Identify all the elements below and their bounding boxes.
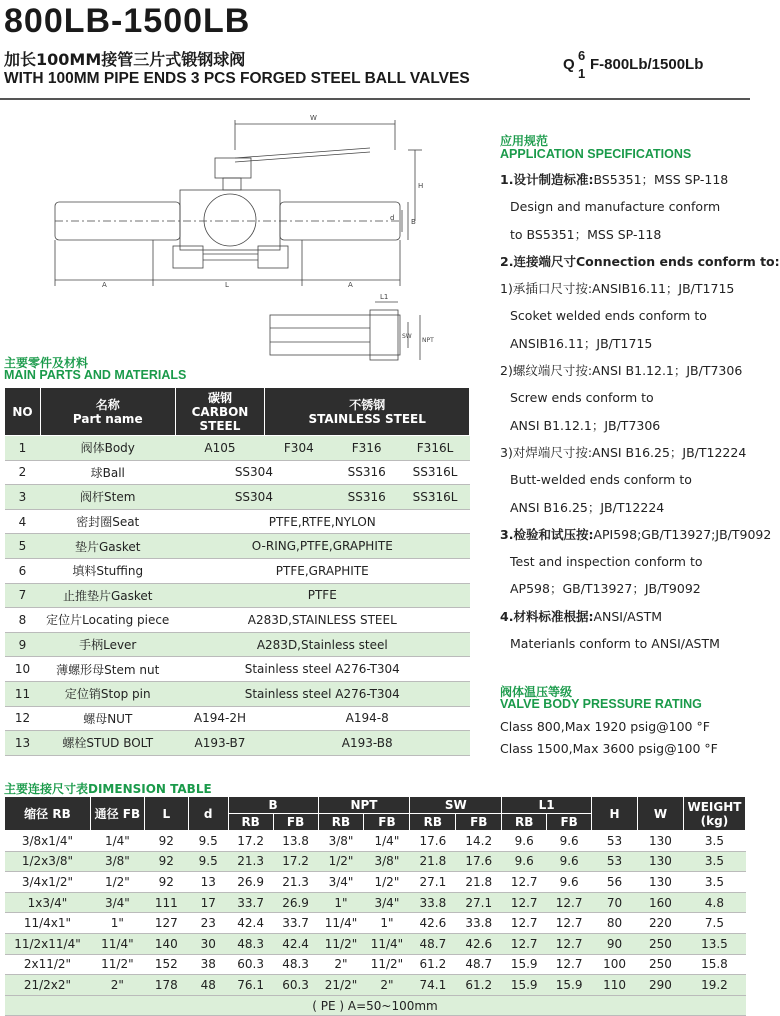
dim-h-label: H <box>418 182 424 190</box>
parts-col-name-cn: 名称 <box>95 397 120 412</box>
parts-material: SS316 <box>333 460 401 485</box>
parts-no: 11 <box>5 681 41 706</box>
dim-cell: 250 <box>637 933 683 954</box>
parts-material: SS316L <box>401 485 470 510</box>
dim-cell: 15.9 <box>502 954 547 975</box>
dim-cell: 21.8 <box>410 851 456 872</box>
parts-material: Stainless steel A276-T304 <box>175 657 469 682</box>
dim-cell: 33.8 <box>410 892 456 913</box>
dim-w-label: W <box>310 114 317 122</box>
parts-no: 10 <box>5 657 41 682</box>
dim-cell: 2" <box>90 975 144 996</box>
parts-col-stainless <box>265 388 470 436</box>
dim-cell: 2x11/2" <box>5 954 91 975</box>
pressure-heading-en: VALVE BODY PRESSURE RATING <box>500 697 702 711</box>
dim-cell: 13.5 <box>683 933 745 954</box>
dim-col-weight <box>683 797 745 831</box>
parts-table <box>4 387 470 756</box>
spec-2-2-en2: ANSI B1.12.1；JB/T7306 <box>510 417 661 433</box>
pressure-line-2: Class 1500,Max 3600 psig@100 °F <box>500 741 718 756</box>
parts-material: A193-B8 <box>265 731 470 756</box>
parts-name: 薄螺形母Stem nut <box>40 657 175 682</box>
dim-col-d: d <box>188 797 228 831</box>
dim-cell: 56 <box>592 872 638 893</box>
dim-l-label: L <box>225 281 229 289</box>
dim-cell: 1/2" <box>90 872 144 893</box>
parts-material: A283D,Stainless steel <box>175 632 469 657</box>
dim-cell: 130 <box>637 872 683 893</box>
dim-cell: 26.9 <box>228 872 273 893</box>
dim-col-fb: 通径 FB <box>90 797 144 831</box>
spec-2-label: 2.连接端尺寸Connection ends conform to: <box>500 253 780 269</box>
dim-cell: 33.8 <box>456 913 502 934</box>
dim-cell: 33.7 <box>273 913 318 934</box>
table-row <box>5 681 470 706</box>
parts-name: 垫片Gasket <box>40 534 175 559</box>
model-rest: F-800Lb/1500Lb <box>590 56 704 73</box>
dim-cell: 48 <box>188 975 228 996</box>
dim-cell: 290 <box>637 975 683 996</box>
parts-name: 定位片Locating piece <box>40 608 175 633</box>
dim-cell: 130 <box>637 851 683 872</box>
dim-cell: 21.8 <box>456 872 502 893</box>
dim-col-w: W <box>637 797 683 831</box>
spec-4-value: ANSI/ASTM <box>593 608 663 624</box>
dim-cell: 70 <box>592 892 638 913</box>
spec-2-3-en1: Butt-welded ends conform to <box>510 472 692 488</box>
dim-cell: 14.2 <box>456 831 502 852</box>
parts-no: 12 <box>5 706 41 731</box>
table-row <box>5 583 470 608</box>
dim-cell: 48.3 <box>228 933 273 954</box>
parts-no: 3 <box>5 485 41 510</box>
dim-cell: 9.5 <box>188 831 228 852</box>
dim-cell: 1/2" <box>364 872 410 893</box>
dim-cell: 48.7 <box>456 954 502 975</box>
dim-cell: 17.2 <box>228 831 273 852</box>
parts-name: 密封圈Seat <box>40 509 175 534</box>
parts-material: SS316 <box>333 485 401 510</box>
table-row <box>5 954 746 975</box>
dim-cell: 92 <box>144 872 188 893</box>
parts-name: 螺栓STUD BOLT <box>40 731 175 756</box>
table-row <box>5 933 746 954</box>
dim-cell: 21.3 <box>273 872 318 893</box>
dim-cell: 1/4" <box>90 831 144 852</box>
dim-cell: 1/2" <box>318 851 364 872</box>
dim-cell: 100 <box>592 954 638 975</box>
dim-cell: 1/4" <box>364 831 410 852</box>
parts-material: PTFE,RTFE,NYLON <box>175 509 469 534</box>
spec-3-en1: Test and inspection conform to <box>510 554 703 570</box>
table-row <box>5 509 470 534</box>
parts-heading-cn: 主要零件及材料 <box>4 356 89 370</box>
dim-cell: 15.8 <box>683 954 745 975</box>
dim-cell: 3/8" <box>364 851 410 872</box>
parts-material: F304 <box>265 436 333 461</box>
dim-cell: 17.6 <box>456 851 502 872</box>
dim-cell: 11/4" <box>364 933 410 954</box>
table-row <box>5 913 746 934</box>
dim-npt-label: NPT <box>422 337 434 344</box>
parts-col-name-en: Part name <box>72 411 143 426</box>
spec-2-1: 1)承插口尺寸按:ANSIB16.11；JB/T1715 <box>500 281 735 297</box>
dim-cell: 38 <box>188 954 228 975</box>
dim-cell: 12.7 <box>502 892 547 913</box>
dim-sub-fb: FB <box>456 814 502 831</box>
dim-cell: 76.1 <box>228 975 273 996</box>
dim-cell: 9.6 <box>502 831 547 852</box>
dim-cell: 12.7 <box>502 933 547 954</box>
dim-d-label: d <box>390 214 395 222</box>
dim-cell: 61.2 <box>456 975 502 996</box>
dimension-table <box>4 796 746 1016</box>
dim-cell: 15.9 <box>547 975 592 996</box>
table-row <box>5 436 470 461</box>
dim-cell: 19.2 <box>683 975 745 996</box>
dim-cell: 90 <box>592 933 638 954</box>
dim-cell: 13.8 <box>273 831 318 852</box>
dim-cell: 23 <box>188 913 228 934</box>
dim-cell: 42.6 <box>456 933 502 954</box>
model-q: Q <box>563 56 575 73</box>
dim-cell: 3/4" <box>90 892 144 913</box>
spec-1-en2: to BS5351；MSS SP-118 <box>510 226 662 242</box>
parts-name: 阀杆Stem <box>40 485 175 510</box>
dim-cell: 11/4" <box>318 913 364 934</box>
table-row <box>5 831 746 852</box>
dim-cell: 48.7 <box>410 933 456 954</box>
dim-col-sw: SW <box>410 797 502 814</box>
dim-cell: 53 <box>592 851 638 872</box>
table-row <box>5 534 470 559</box>
dim-cell: 127 <box>144 913 188 934</box>
model-sub: 1 <box>578 66 586 81</box>
table-row <box>5 975 746 996</box>
dim-cell: 12.7 <box>547 954 592 975</box>
dim-cell: 3.5 <box>683 851 745 872</box>
table-row <box>5 608 470 633</box>
parts-material: PTFE <box>175 583 469 608</box>
dim-cell: 3/8" <box>318 831 364 852</box>
dim-cell: 17 <box>188 892 228 913</box>
parts-name: 定位销Stop pin <box>40 681 175 706</box>
dim-cell: 1/2x3/8" <box>5 851 91 872</box>
dim-cell: 9.6 <box>547 851 592 872</box>
valve-drawing <box>30 110 470 380</box>
parts-name: 阀体Body <box>40 436 175 461</box>
dim-cell: 11/2" <box>318 933 364 954</box>
dim-cell: 53 <box>592 831 638 852</box>
dim-cell: 11/4x1" <box>5 913 91 934</box>
dim-cell: 4.8 <box>683 892 745 913</box>
dim-cell: 13 <box>188 872 228 893</box>
dim-col-l1: L1 <box>502 797 592 814</box>
dim-cell: 1" <box>318 892 364 913</box>
dim-a-right-label: A <box>348 281 353 289</box>
parts-no: 13 <box>5 731 41 756</box>
dim-cell: 3/4" <box>364 892 410 913</box>
table-row <box>5 731 470 756</box>
dim-cell: 9.6 <box>547 831 592 852</box>
table-row <box>5 706 470 731</box>
dim-cell: 60.3 <box>228 954 273 975</box>
dim-cell: 3/4x1/2" <box>5 872 91 893</box>
dim-cell: 17.6 <box>410 831 456 852</box>
table-row <box>5 851 746 872</box>
table-row <box>5 892 746 913</box>
dim-cell: 1x3/4" <box>5 892 91 913</box>
pressure-lines <box>500 716 718 760</box>
dim-sw-label: SW <box>402 333 412 340</box>
spec-1-en1: Design and manufacture conform <box>510 199 721 215</box>
dim-sub-rb: RB <box>502 814 547 831</box>
model-sup: 6 <box>578 48 586 63</box>
dim-cell: 42.4 <box>273 933 318 954</box>
dim-sub-rb: RB <box>228 814 273 831</box>
dim-cell: 21.3 <box>228 851 273 872</box>
spec-3-en2: AP598；GB/T13927；JB/T9092 <box>510 581 701 597</box>
dim-l1-label: L1 <box>380 293 389 301</box>
parts-col-carbon-cn: 碳钢 <box>207 390 232 405</box>
dim-cell: 27.1 <box>456 892 502 913</box>
dim-cell: 3/8x1/4" <box>5 831 91 852</box>
dim-cell: 3.5 <box>683 831 745 852</box>
dim-cell: 152 <box>144 954 188 975</box>
spec-2-3-en2: ANSI B16.25；JB/T12224 <box>510 499 665 515</box>
parts-material: A105 <box>175 436 265 461</box>
dim-cell: 30 <box>188 933 228 954</box>
dimension-heading: 主要连接尺寸表DIMENSION TABLE <box>4 782 212 796</box>
dim-cell: 80 <box>592 913 638 934</box>
dim-cell: 3.5 <box>683 872 745 893</box>
dim-cell: 21/2x2" <box>5 975 91 996</box>
parts-col-stainless-cn: 不锈钢 <box>349 397 386 412</box>
dim-sub-rb: RB <box>318 814 364 831</box>
dim-col-weight-unit: (kg) <box>700 813 729 828</box>
dim-cell: 74.1 <box>410 975 456 996</box>
spec-4-label: 4.材料标准根据: <box>500 608 594 624</box>
parts-no: 8 <box>5 608 41 633</box>
dim-cell: 220 <box>637 913 683 934</box>
parts-name: 手柄Lever <box>40 632 175 657</box>
dim-sub-rb: RB <box>410 814 456 831</box>
parts-no: 5 <box>5 534 41 559</box>
parts-material: Stainless steel A276-T304 <box>175 681 469 706</box>
dim-cell: 17.2 <box>273 851 318 872</box>
parts-material: SS304 <box>175 485 333 510</box>
parts-heading-en: MAIN PARTS AND MATERIALS <box>4 368 187 382</box>
dim-footer: ( PE ) A=50~100mm <box>5 995 746 1016</box>
dim-cell: 92 <box>144 831 188 852</box>
parts-no: 4 <box>5 509 41 534</box>
parts-col-carbon-en: CARBON STEEL <box>191 404 249 433</box>
table-row <box>5 657 470 682</box>
dim-cell: 130 <box>637 831 683 852</box>
dim-cell: 12.7 <box>547 892 592 913</box>
dim-cell: 12.7 <box>547 913 592 934</box>
dim-cell: 7.5 <box>683 913 745 934</box>
dim-cell: 11/2" <box>90 954 144 975</box>
dim-cell: 12.7 <box>547 933 592 954</box>
parts-col-no: NO <box>5 388 41 436</box>
parts-material: SS316L <box>401 460 470 485</box>
parts-material: A283D,STAINLESS STEEL <box>175 608 469 633</box>
dim-cell: 9.6 <box>547 872 592 893</box>
dim-cell: 3/4" <box>318 872 364 893</box>
subtitle-cn: 加长100MM接管三片式锻钢球阀 <box>4 50 246 69</box>
dim-cell: 1" <box>90 913 144 934</box>
table-row <box>5 558 470 583</box>
dim-sub-fb: FB <box>273 814 318 831</box>
spec-2-2: 2)螺纹端尺寸按:ANSI B1.12.1；JB/T7306 <box>500 363 743 379</box>
parts-material: O-RING,PTFE,GRAPHITE <box>175 534 469 559</box>
application-specs <box>500 166 780 657</box>
pressure-line-1: Class 800,Max 1920 psig@100 °F <box>500 719 710 734</box>
dim-cell: 160 <box>637 892 683 913</box>
parts-col-carbon <box>175 388 265 436</box>
dim-col-npt: NPT <box>318 797 410 814</box>
spec-3-value: API598;GB/T13927;JB/T9092 <box>593 526 772 542</box>
dim-cell: 92 <box>144 851 188 872</box>
spec-3-label: 3.检验和试压按: <box>500 526 594 542</box>
application-heading-en: APPLICATION SPECIFICATIONS <box>500 147 692 161</box>
dim-col-b: B <box>228 797 318 814</box>
dim-cell: 61.2 <box>410 954 456 975</box>
spec-4-en1: Materianls conform to ANSI/ASTM <box>510 636 720 652</box>
parts-material: F316L <box>401 436 470 461</box>
table-row <box>5 460 470 485</box>
dim-col-rb: 缩径 RB <box>5 797 91 831</box>
dim-cell: 26.9 <box>273 892 318 913</box>
parts-name: 填料Stuffing <box>40 558 175 583</box>
spec-1-label: 1.设计制造标准: <box>500 172 594 187</box>
parts-name: 止推垫片Gasket <box>40 583 175 608</box>
dim-cell: 110 <box>592 975 638 996</box>
dim-col-weight-label: WEIGHT <box>687 799 742 814</box>
parts-no: 6 <box>5 558 41 583</box>
dim-cell: 9.6 <box>502 851 547 872</box>
parts-name: 球Ball <box>40 460 175 485</box>
dim-cell: 9.5 <box>188 851 228 872</box>
dim-cell: 3/8" <box>90 851 144 872</box>
parts-no: 2 <box>5 460 41 485</box>
dim-cell: 33.7 <box>228 892 273 913</box>
parts-material: A194-2H <box>175 706 265 731</box>
parts-material: SS304 <box>175 460 333 485</box>
parts-material: PTFE,GRAPHITE <box>175 558 469 583</box>
spec-2-3: 3)对焊端尺寸按:ANSI B16.25；JB/T12224 <box>500 444 747 460</box>
spec-2-2-en1: Screw ends conform to <box>510 390 654 406</box>
dim-cell: 15.9 <box>502 975 547 996</box>
parts-no: 1 <box>5 436 41 461</box>
subtitle-en: WITH 100MM PIPE ENDS 3 PCS FORGED STEEL BALL VALVES <box>4 70 470 87</box>
dim-cell: 60.3 <box>273 975 318 996</box>
dim-cell: 21/2" <box>318 975 364 996</box>
dim-cell: 250 <box>637 954 683 975</box>
dim-sub-fb: FB <box>547 814 592 831</box>
dim-cell: 27.1 <box>410 872 456 893</box>
dim-cell: 1" <box>364 913 410 934</box>
dim-cell: 2" <box>364 975 410 996</box>
pressure-heading-cn: 阀体温压等级 <box>500 685 573 699</box>
dim-cell: 42.6 <box>410 913 456 934</box>
dim-cell: 11/2" <box>364 954 410 975</box>
dim-cell: 12.7 <box>502 872 547 893</box>
dim-col-l: L <box>144 797 188 831</box>
table-row <box>5 872 746 893</box>
parts-col-name <box>40 388 175 436</box>
dim-col-h: H <box>592 797 638 831</box>
table-row <box>5 632 470 657</box>
table-row <box>5 485 470 510</box>
dim-cell: 178 <box>144 975 188 996</box>
dim-a-left-label: A <box>102 281 107 289</box>
parts-name: 螺母NUT <box>40 706 175 731</box>
dim-cell: 111 <box>144 892 188 913</box>
dim-cell: 48.3 <box>273 954 318 975</box>
parts-material: A193-B7 <box>175 731 265 756</box>
header-divider <box>0 98 750 100</box>
dim-sub-fb: FB <box>364 814 410 831</box>
parts-material: A194-8 <box>265 706 470 731</box>
spec-1-value: BS5351；MSS SP-118 <box>593 172 729 187</box>
dim-cell: 12.7 <box>502 913 547 934</box>
dim-b-label: B <box>411 218 416 226</box>
parts-no: 9 <box>5 632 41 657</box>
page-title: 800LB-1500LB <box>4 2 251 40</box>
dim-cell: 2" <box>318 954 364 975</box>
parts-no: 7 <box>5 583 41 608</box>
spec-2-1-en1: Scoket welded ends conform to <box>510 308 707 324</box>
dim-cell: 140 <box>144 933 188 954</box>
parts-material: F316 <box>333 436 401 461</box>
spec-2-1-en2: ANSIB16.11；JB/T1715 <box>510 335 653 351</box>
dim-cell: 11/2x11/4" <box>5 933 91 954</box>
parts-col-stainless-en: STAINLESS STEEL <box>308 411 426 426</box>
dim-cell: 42.4 <box>228 913 273 934</box>
application-heading-cn: 应用规范 <box>500 134 549 148</box>
dim-cell: 11/4" <box>90 933 144 954</box>
